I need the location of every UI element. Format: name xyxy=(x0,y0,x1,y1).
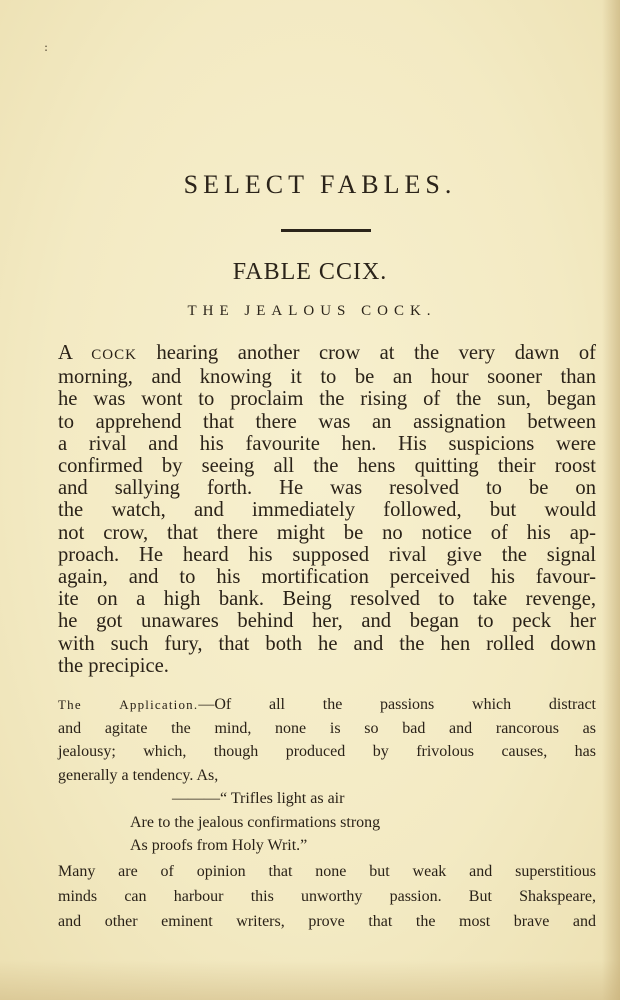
application-line: jealousy; which, though produced by frivolous causes, has xyxy=(58,743,596,760)
closing-line: Many are of opinion that none but weak and superstitious xyxy=(58,863,596,880)
fable-line: to apprehend that there was an assignation between xyxy=(58,410,596,433)
fable-line: confirmed by seeing all the hens quitting their roost xyxy=(58,455,596,478)
fable-lead-word: A xyxy=(58,342,72,364)
application-text xyxy=(58,693,596,787)
fable-line: ite on a high bank. Being resolved to take revenge, xyxy=(58,588,596,611)
fable-line: again, and to his mortification perceived his favour- xyxy=(58,566,596,589)
fable-line: and sallying forth. He was resolved to be on xyxy=(58,477,596,500)
fable-line: he was wont to proclaim the rising of the sun, began xyxy=(58,388,596,411)
page-edge-shadow xyxy=(602,0,620,1000)
quote-line: ———“ Trifles light as air xyxy=(172,790,345,807)
page-bottom-shadow xyxy=(0,960,620,1000)
application-line xyxy=(58,693,596,717)
fable-line xyxy=(58,342,596,366)
fable-line: proach. He heard his supposed rival give the signal xyxy=(58,543,596,566)
quotation xyxy=(130,787,490,858)
fable-text xyxy=(58,342,596,677)
application-line-text: —Of all the passions which distract xyxy=(198,696,597,713)
application-label: The Application. xyxy=(58,697,199,712)
fable-line: morning, and knowing it to be an hour sooner than xyxy=(58,366,596,389)
book-title: SELECT FABLES. xyxy=(183,170,457,199)
fable-line: a rival and his favourite hen. His suspicions were xyxy=(58,432,596,455)
fable-lead-smallcaps: COCK xyxy=(91,347,137,363)
fable-line: he got unawares behind her, and began to peck her xyxy=(58,610,596,633)
quote-line: As proofs from Holy Writ.” xyxy=(130,837,308,854)
closing-text xyxy=(58,859,596,934)
fable-line: with such fury, that both he and the hen rolled down xyxy=(58,632,596,655)
fable-title: THE JEALOUS COCK. xyxy=(187,303,437,319)
fable-line: not crow, that there might be no notice of his ap- xyxy=(58,521,596,544)
fable-line: the watch, and immediately followed, but would xyxy=(58,499,596,522)
title-rule xyxy=(281,229,371,232)
closing-line: minds can harbour this unworthy passion. But Shakspeare, xyxy=(58,888,596,905)
closing-line: and other eminent writers, prove that the most brave and xyxy=(58,913,596,930)
margin-mark: : xyxy=(44,40,49,54)
application-line: and agitate the mind, none is so bad and rancorous as xyxy=(58,719,596,737)
application-line: generally a tendency. As, xyxy=(58,766,219,784)
fable-line: the precipice. xyxy=(58,654,169,677)
quote-line: Are to the jealous confirmations strong xyxy=(130,813,381,831)
fable-number: FABLE CCIX. xyxy=(232,259,388,285)
fable-line-text: hearing another crow at the very dawn of xyxy=(156,342,596,364)
